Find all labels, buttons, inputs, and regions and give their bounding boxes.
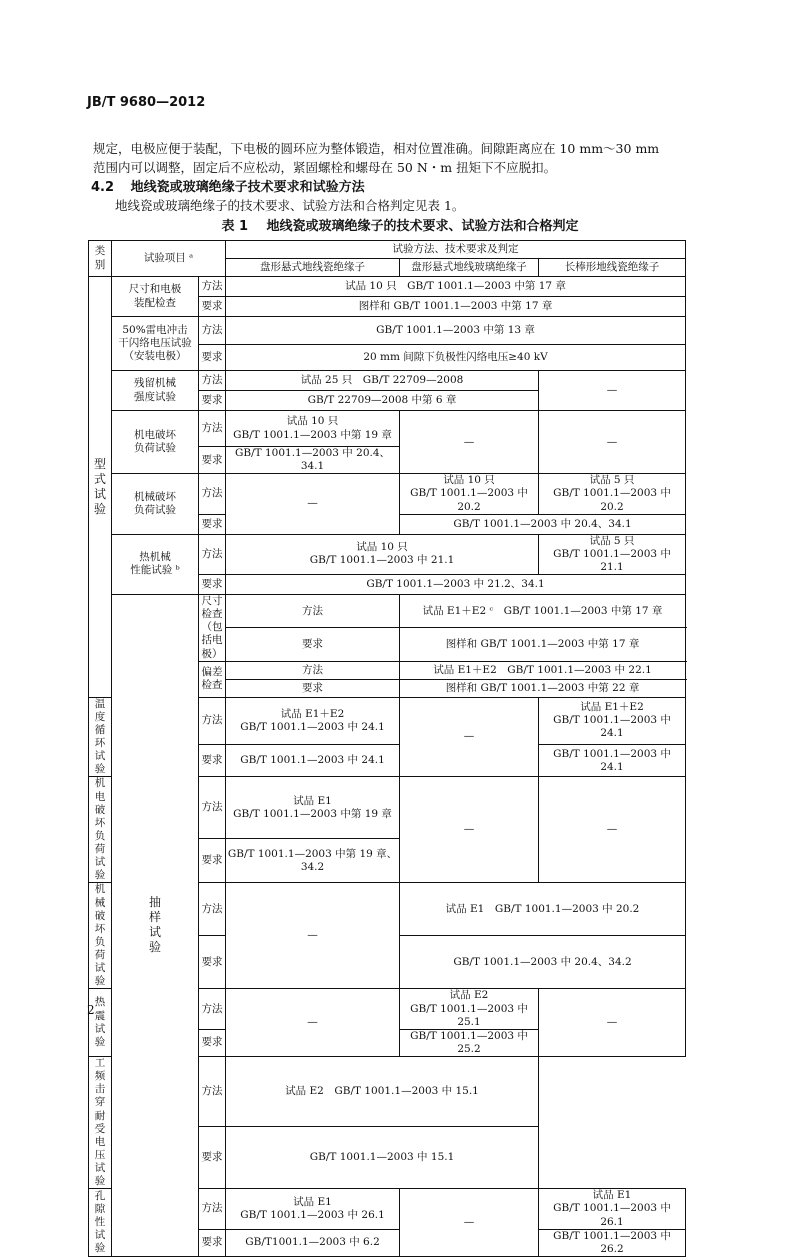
cell-requirement: GB/T 1001.1—2003 中 15.1 [226, 1126, 539, 1189]
label-requirement: 要求 [226, 679, 400, 697]
item-mech-failing-load: 机械破坏 负荷试验 [112, 474, 199, 534]
cell-method: 试品 E1＋E2 GB/T 1001.1—2003 中 24.1 [539, 697, 686, 745]
cell-not-applicable: — [539, 371, 686, 411]
table-row [89, 595, 686, 628]
cell-requirement: GB/T 1001.1—2003 中 21.2、34.1 [226, 575, 686, 595]
cell-method: 试品 10 只 GB/T 1001.1—2003 中第 17 章 [226, 277, 686, 297]
header-long-rod: 长棒形地线瓷绝缘子 [539, 259, 686, 277]
cell-method: 试品 E1 GB/T 1001.1—2003 中 20.2 [400, 883, 686, 936]
item-electromech-failing-load-sample: 机电破坏 负荷试验 [89, 777, 112, 883]
label-requirement: 要求 [199, 514, 226, 534]
cell-method: 试品 E2 GB/T 1001.1—2003 中 25.1 [400, 989, 539, 1029]
item-dimension-check: 尺寸检查 （包括电极） [199, 595, 226, 662]
label-method: 方法 [199, 317, 226, 345]
cell-not-applicable: — [226, 883, 400, 989]
header-group: 试验方法、技术要求及判定 [226, 241, 686, 259]
header-porcelain-disc: 盘形悬式地线瓷绝缘子 [226, 259, 400, 277]
label-method: 方法 [226, 661, 400, 679]
section-text: 地线瓷或玻璃绝缘子的技术要求、试验方法和合格判定见表 1。 [115, 198, 465, 213]
label-requirement: 要求 [199, 839, 226, 883]
cell-not-applicable: — [539, 989, 686, 1057]
cell-method: 试品 5 只 GB/T 1001.1—2003 中 21.1 [539, 534, 686, 574]
cell-requirement: GB/T 1001.1—2003 中 24.1 [539, 745, 686, 777]
item-deviation-check: 偏差检查 [199, 661, 226, 697]
cell-requirement: 图样和 GB/T 1001.1—2003 中第 22 章 [400, 679, 686, 697]
label-requirement: 要求 [199, 745, 226, 777]
table-row [89, 474, 686, 514]
table-caption-title: 地线瓷或玻璃绝缘子的技术要求、试验方法和合格判定 [266, 219, 579, 234]
category-sample-test: 抽 样 试 验 [112, 595, 199, 1257]
cell-requirement: 20 mm 间隙下负极性闪络电压≥40 kV [226, 345, 686, 371]
label-method: 方法 [199, 474, 226, 514]
intro-line-1: 规定，电极应便于装配，下电极的圆环应为整体锻造，相对位置准确。间隙距离应在 10 mm～30 mm [93, 141, 660, 156]
header-category: 类 别 [89, 241, 112, 277]
cell-method: 试品 25 只 GB/T 22709—2008 [226, 371, 539, 391]
section-number: 4.2 [91, 180, 115, 195]
label-requirement: 要求 [199, 345, 226, 371]
cell-method: 试品 E1 GB/T 1001.1—2003 中 26.1 [539, 1189, 686, 1229]
cell-not-applicable: — [226, 989, 400, 1057]
item-porosity: 孔隙性 试验 [89, 1189, 112, 1257]
label-method: 方法 [199, 1057, 226, 1127]
label-requirement: 要求 [199, 447, 226, 474]
label-method: 方法 [199, 777, 226, 839]
category-type-test: 型 式 试 验 [89, 277, 112, 698]
cell-requirement: GB/T 1001.1—2003 中 24.1 [226, 745, 400, 777]
table-caption-label: 表 1 [221, 219, 249, 234]
item-dimension-assembly: 尺寸和电极 装配检查 [112, 277, 199, 317]
cell-not-applicable: — [400, 411, 539, 474]
cell-requirement: GB/T 1001.1—2003 中 20.4、34.1 [226, 447, 400, 474]
test-table [88, 240, 686, 1257]
cell-not-applicable: — [539, 777, 686, 883]
item-thermal-mech: 热机械 性能试验 ᵇ [112, 534, 199, 594]
cell-not-applicable: — [400, 697, 539, 777]
cell-method: 试品 E1 GB/T 1001.1—2003 中 26.1 [226, 1189, 400, 1229]
cell-empty [539, 1057, 686, 1189]
cell-method: 试品 10 只 GB/T 1001.1—2003 中 21.1 [226, 534, 539, 574]
label-method: 方法 [199, 883, 226, 936]
cell-method: 试品 E1＋E2 GB/T 1001.1—2003 中 22.1 [400, 661, 686, 679]
item-impulse-flashover: 50%雷电冲击 干闪络电压试验 （安装电极） [112, 317, 199, 371]
table-row [89, 317, 686, 345]
label-requirement: 要求 [199, 1029, 226, 1056]
item-puncture-withstand: 工频击穿 耐受电压试验 [89, 1057, 112, 1189]
cell-method: GB/T 1001.1—2003 中第 13 章 [226, 317, 686, 345]
page-number: 2 [87, 1003, 95, 1017]
section-title: 地线瓷或玻璃绝缘子技术要求和试验方法 [130, 180, 365, 195]
cell-requirement: GB/T 1001.1—2003 中 25.2 [400, 1029, 539, 1056]
table-row [89, 371, 686, 391]
item-mech-failing-load-sample: 机械破坏 负荷试验 [89, 883, 112, 989]
item-temperature-cycle: 温度循环 试验 [89, 697, 112, 777]
cell-not-applicable: — [539, 411, 686, 474]
cell-method: 试品 5 只 GB/T 1001.1—2003 中 20.2 [539, 474, 686, 514]
cell-method: 试品 E1＋E2 ᶜ GB/T 1001.1—2003 中第 17 章 [400, 595, 686, 628]
table-caption [0, 215, 800, 234]
item-thermal-shock: 热震试验 [89, 989, 112, 1057]
label-method: 方法 [199, 1189, 226, 1229]
cell-method: 试品 E2 GB/T 1001.1—2003 中 15.1 [226, 1057, 539, 1127]
label-requirement: 要求 [226, 628, 400, 661]
item-electromech-failing-load: 机电破坏 负荷试验 [112, 411, 199, 474]
cell-requirement: 图样和 GB/T 1001.1—2003 中第 17 章 [226, 297, 686, 317]
header-test-item: 试验项目 ᵃ [112, 241, 226, 277]
cell-requirement: GB/T 1001.1—2003 中 20.4、34.2 [400, 936, 686, 989]
cell-method: 试品 10 只 GB/T 1001.1—2003 中 20.2 [400, 474, 539, 514]
label-method: 方法 [226, 595, 400, 628]
table-row [89, 411, 686, 447]
cell-requirement: GB/T 1001.1—2003 中 26.2 [539, 1229, 686, 1256]
cell-not-applicable: — [400, 777, 539, 883]
table-row [89, 277, 686, 297]
cell-not-applicable: — [400, 1189, 539, 1257]
label-requirement: 要求 [199, 1126, 226, 1189]
header-glass-disc: 盘形悬式地线玻璃绝缘子 [400, 259, 539, 277]
label-requirement: 要求 [199, 391, 226, 411]
item-residual-strength: 残留机械 强度试验 [112, 371, 199, 411]
cell-requirement: GB/T 1001.1—2003 中 20.4、34.1 [400, 514, 686, 534]
label-requirement: 要求 [199, 936, 226, 989]
table-row [89, 534, 686, 574]
cell-not-applicable: — [226, 474, 400, 534]
cell-method: 试品 10 只 GB/T 1001.1—2003 中第 19 章 [226, 411, 400, 447]
cell-requirement: GB/T1001.1—2003 中 6.2 [226, 1229, 400, 1256]
label-requirement: 要求 [199, 1229, 226, 1256]
label-method: 方法 [199, 277, 226, 297]
cell-method: 试品 E1 GB/T 1001.1—2003 中第 19 章 [226, 777, 400, 839]
label-method: 方法 [199, 534, 226, 574]
cell-requirement: 图样和 GB/T 1001.1—2003 中第 17 章 [400, 628, 686, 661]
label-method: 方法 [199, 371, 226, 391]
label-method: 方法 [199, 989, 226, 1029]
label-requirement: 要求 [199, 575, 226, 595]
label-method: 方法 [199, 697, 226, 745]
intro-line-2: 范围内可以调整，固定后不应松动，紧固螺栓和螺母在 50 N・m 扭矩下不应脱扣。 [93, 160, 557, 175]
cell-method: 试品 E1＋E2 GB/T 1001.1—2003 中 24.1 [226, 697, 400, 745]
section-heading [91, 176, 365, 195]
cell-requirement: GB/T 1001.1—2003 中第 19 章、34.2 [226, 839, 400, 883]
label-method: 方法 [199, 411, 226, 447]
cell-requirement: GB/T 22709—2008 中第 6 章 [226, 391, 539, 411]
standard-code: JB/T 9680—2012 [87, 95, 206, 110]
label-requirement: 要求 [199, 297, 226, 317]
